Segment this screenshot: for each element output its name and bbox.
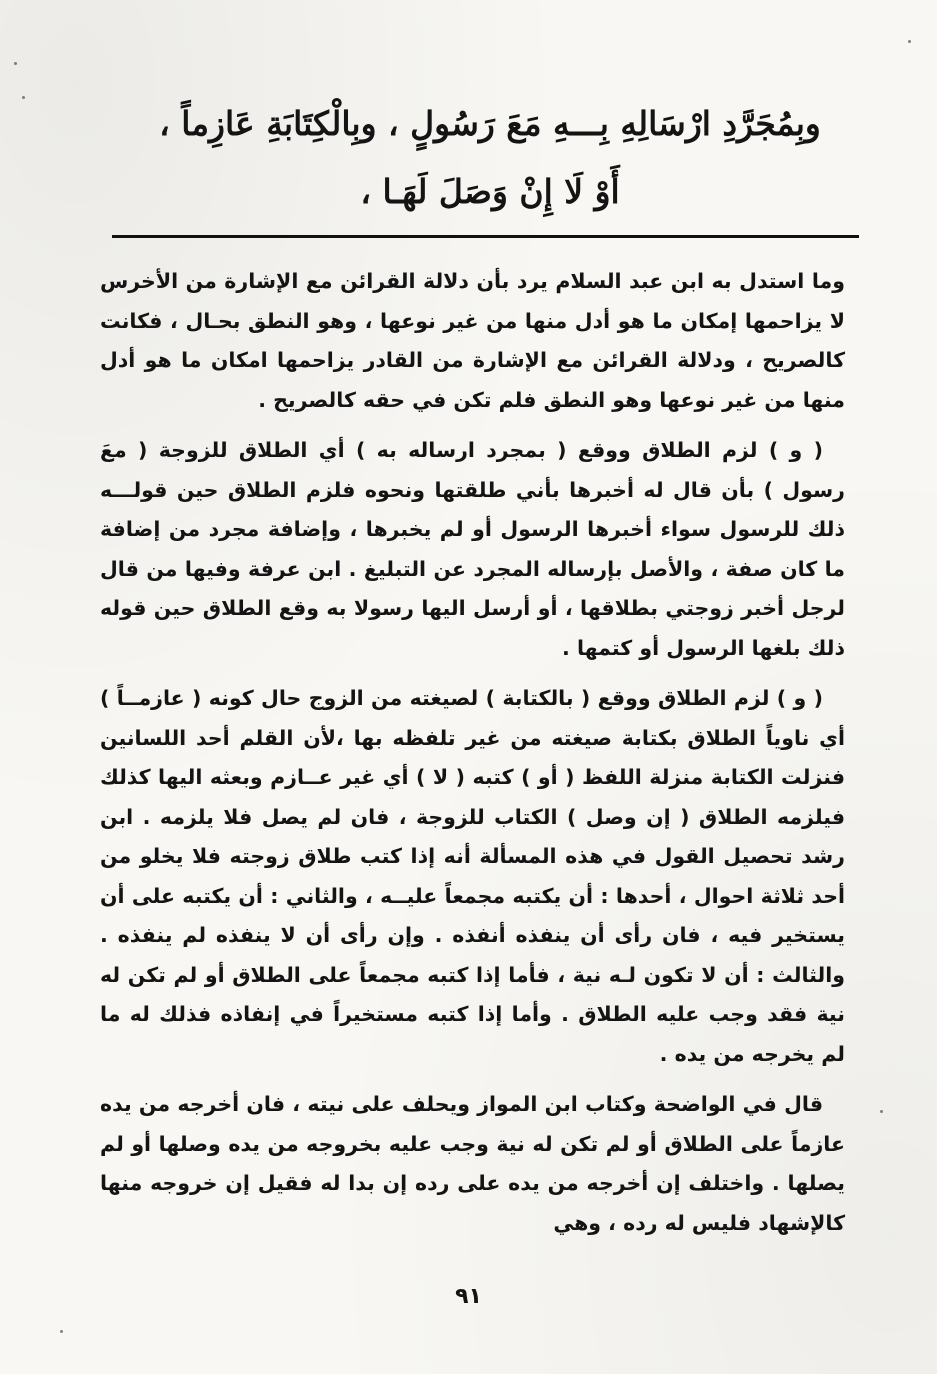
scan-speckle — [880, 1110, 883, 1113]
paragraph-3: ( و ) لزم الطلاق ووقع ( بالكتابة ) لصيغته من الزوج حال كونه ( عازمــاً ) أي ناوياً الطلاق بكتابة صيغته من غير تلفظه بها ،لأن القلم أحد اللسانين فنزلت الكتابة منزلة اللفظ ( أو ) كتبه ( لا ) أي غير عــازم وبعثه اليها كذلك فيلزمه الطلاق ( إن وصل ) الكتاب للزوجة ، فان لم يصل فلا يلزمه . ابن رشد تحصيل القول في هذه المسألة أنه إذا كتب طلاق زوجته فلا يخلو من أحد ثلاثة احوال ، أحدها : أن يكتبه مجمعاً عليــه ، والثاني : أن يكتبه على أن يستخير فيه ، فان رأى أن ينفذه أنفذه . وإن رأى أن لا ينفذه لم ينفذه . والثالث : أن لا تكون لـه نية ، فأما إذا كتبه مجمعاً على الطلاق أو لم تكن له نية فقد وجب عليه الطلاق . وأما إذا كتبه مستخيراً في إنفاذه فذلك له ما لم يخرجه من يده . — [100, 686, 845, 1066]
paragraph-1: وما استدل به ابن عبد السلام يرد بأن دلالة القرائن مع الإشارة من الأخرس لا يزاحمها إمكان ما هو أدل منها من غير نوعها ، وهو النطق بحـال ، فكانت كالصريح ، ودلالة القرائن مع الإشارة من القادر يزاحمها امكان ما هو أدل منها من غير نوعها وهو النطق فلم تكن في حقه كالصريح . — [100, 269, 845, 412]
verse-line-2: أَوْ لَا إِنْ وَصَلَ لَهَـا ، — [360, 172, 620, 211]
commentary-body — [100, 262, 845, 1254]
page-number: ٩١ — [455, 1284, 482, 1309]
verse-line-1: وبِمُجَرَّدِ ارْسَالِهِ بِـــهِ مَعَ رَسُولٍ ، وبِالْكِتَابَةِ عَازِماً ، — [159, 104, 821, 143]
paragraph-2: ( و ) لزم الطلاق ووقع ( بمجرد ارساله به ) أي الطلاق للزوجة ( معَ رسول ) بأن قال له أخبرها بأني طلقتها ونحوه فلزم الطلاق حين قولـــه ذلك للرسول سواء أخبرها الرسول أو لم يخبرها ، وإضافة مجرد من إضافة ما كان صفة ، والأصل بإرساله المجرد عن التبليغ . ابن عرفة وفيها من قال لرجل أخبر زوجتي بطلاقها ، أو أرسل اليها رسولا به وقع الطلاق حين قوله ذلك بلغها الرسول أو كتمها . — [100, 438, 845, 660]
scan-speckle — [14, 62, 17, 65]
paragraph-4: قال في الواضحة وكتاب ابن المواز ويحلف على نيته ، فان أخرجه من يده عازماً على الطلاق أو لم تكن له نية وجب عليه بخروجه من يده وصلها أو لم يصلها . واختلف إن أخرجه من يده على رده إن بدا له فقيل إن خروجه منها كالإشهاد فليس له رده ، وهي — [100, 1092, 845, 1235]
scan-speckle — [22, 96, 25, 99]
separator-rule — [112, 235, 859, 238]
scan-speckle — [60, 1330, 63, 1333]
scan-speckle — [908, 40, 911, 43]
